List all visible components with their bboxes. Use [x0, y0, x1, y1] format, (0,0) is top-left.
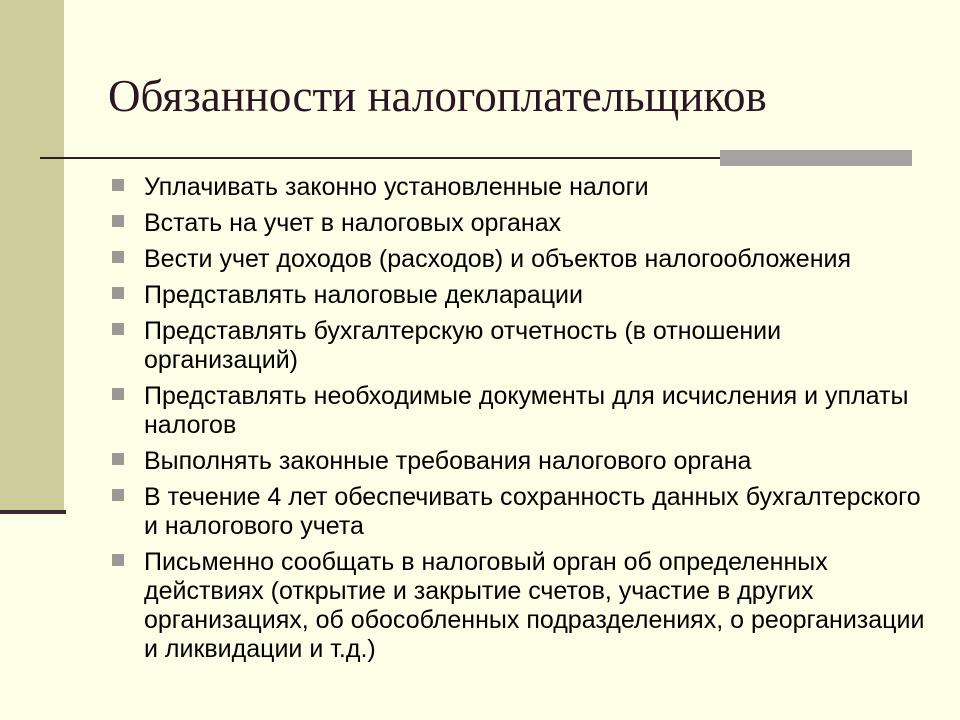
title-divider-line	[40, 157, 720, 159]
bullet-item	[112, 447, 932, 476]
bullet-text: Выполнять законные требования налогового органа	[144, 447, 752, 475]
title-accent-bar	[720, 150, 912, 166]
bullet-item	[112, 245, 932, 274]
bullet-item	[112, 382, 932, 440]
bullet-text: Встать на учет в налоговых органах	[144, 209, 562, 237]
square-bullet-icon	[112, 453, 124, 465]
square-bullet-icon	[112, 179, 124, 191]
bullet-item	[112, 173, 932, 202]
square-bullet-icon	[112, 554, 124, 566]
bullet-text: Представлять необходимые документы для исчисления и уплаты налогов	[144, 382, 909, 439]
bullet-item	[112, 548, 932, 664]
left-decorative-band	[0, 0, 64, 512]
square-bullet-icon	[112, 287, 124, 299]
bullet-item	[112, 317, 932, 375]
bullet-text: Уплачивать законно установленные налоги	[144, 173, 649, 201]
bullet-text: Письменно сообщать в налоговый орган об определенных действиях (открытие и закрытие счетов, участие в других организациях, об обособленных подразделениях, о реорганизации и ликвидации и т.д.)	[144, 548, 925, 663]
slide-title: Обязанности налогоплательщиков	[108, 71, 767, 121]
bullet-item	[112, 209, 932, 238]
square-bullet-icon	[112, 323, 124, 335]
bullet-item	[112, 483, 932, 541]
square-bullet-icon	[112, 251, 124, 263]
square-bullet-icon	[112, 215, 124, 227]
bullet-text: В течение 4 лет обеспечивать сохранность данных бухгалтерского и налогового учета	[144, 483, 921, 540]
duties-bullet-list	[112, 173, 932, 671]
left-band-underline	[0, 510, 66, 514]
square-bullet-icon	[112, 489, 124, 501]
bullet-text: Представлять налоговые декларации	[144, 281, 583, 309]
bullet-text: Представлять бухгалтерскую отчетность (в отношении организаций)	[144, 317, 782, 374]
bullet-item	[112, 281, 932, 310]
square-bullet-icon	[112, 388, 124, 400]
bullet-text: Вести учет доходов (расходов) и объектов налогообложения	[144, 245, 852, 273]
